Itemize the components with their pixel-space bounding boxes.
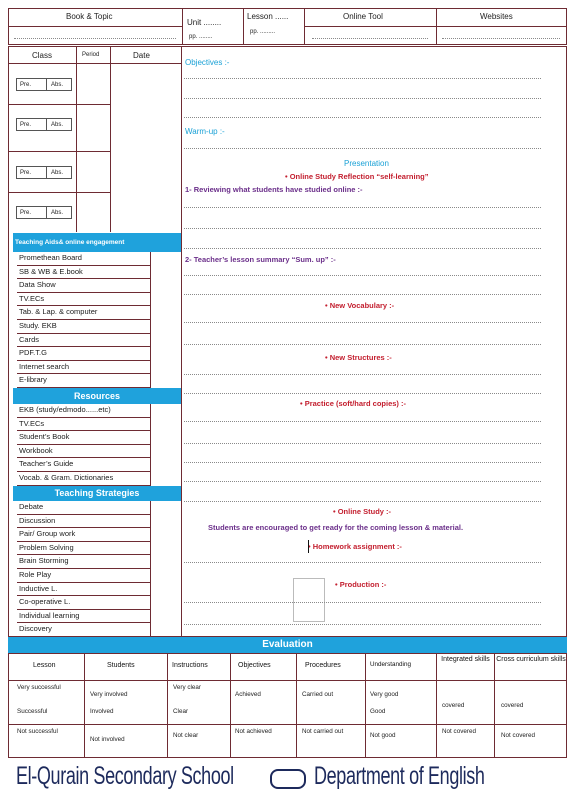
students-encouraged-text: Students are encouraged to get ready for the coming lesson & material. <box>208 523 464 532</box>
eval-header-integrated: Integrated skills <box>441 656 490 663</box>
teaching-strategies-item: Discussion <box>17 515 150 529</box>
book-topic-label: Book & Topic <box>66 12 113 21</box>
resources-item: EKB (study/edmodo......etc) <box>17 404 150 418</box>
teaching-aids-item: TV.ECs <box>17 293 150 307</box>
eval-lesson-not-successful: Not successful <box>17 728 58 735</box>
eval-header-lesson: Lesson <box>33 662 56 669</box>
teaching-aids-item: Promethean Board <box>17 252 150 266</box>
eval-students-not-involved: Not involved <box>90 736 125 743</box>
homework-heading: • Homework assignment :- <box>308 542 402 551</box>
teacher-summary-heading: 2- Teacher’s lesson summary “Sum. up” :- <box>185 255 336 264</box>
eval-instructions-clear: Clear <box>173 708 189 715</box>
eval-header-objectives: Objectives <box>238 662 271 669</box>
eval-integrated-covered: covered <box>442 702 465 709</box>
teaching-aids-item: PDF.T.G <box>17 347 150 361</box>
school-name: El-Qurain Secondary School <box>16 762 234 790</box>
presentation-heading: Presentation <box>344 159 389 168</box>
resources-item: TV.ECs <box>17 418 150 432</box>
date-header: Date <box>133 51 150 60</box>
abs-label-4: Abs. <box>51 210 64 216</box>
resources-title: Resources <box>13 388 181 404</box>
new-structures-heading: • New Structures :- <box>325 353 392 362</box>
practice-heading: • Practice (soft/hard copies) :- <box>300 399 406 408</box>
eval-header-cross: Cross curriculum skills <box>496 656 566 663</box>
pre-label-4: Pre. <box>20 210 32 216</box>
objectives-heading: Objectives :- <box>185 58 230 67</box>
separator-badge <box>270 769 306 789</box>
pre-label-1: Pre. <box>20 82 32 88</box>
lesson-label: Lesson ...... <box>247 12 289 21</box>
teaching-aids-item: SB & WB & E.book <box>17 266 150 280</box>
teaching-aids-item: Internet search <box>17 361 150 375</box>
eval-lesson-very-successful: Very successful <box>17 684 61 691</box>
teaching-strategies-title: Teaching Strategies <box>13 486 181 501</box>
pre-label-3: Pre. <box>20 170 32 176</box>
eval-integrated-not-covered: Not covered <box>442 728 476 735</box>
teaching-strategies-item: Co-operative L. <box>17 596 150 610</box>
teaching-strategies-item: Inductive L. <box>17 583 150 597</box>
unit-label: Unit ........ <box>187 18 222 27</box>
period-header: Period <box>82 52 100 58</box>
eval-students-involved: Involved <box>90 708 114 715</box>
teaching-strategies-item: Discovery <box>17 623 150 637</box>
websites-label: Websites <box>480 12 513 21</box>
online-study-heading: • Online Study :- <box>333 507 392 516</box>
pre-label-2: Pre. <box>20 122 32 128</box>
teaching-aids-item: Tab. & Lap. & computer <box>17 306 150 320</box>
abs-label-2: Abs. <box>51 122 64 128</box>
eval-instructions-not-clear: Not clear <box>173 732 199 739</box>
abs-label-1: Abs. <box>51 82 64 88</box>
eval-objectives-not-achieved: Not achieved <box>235 728 272 735</box>
eval-lesson-successful: Successful <box>17 708 48 715</box>
teaching-aids-item: Cards <box>17 334 150 348</box>
eval-cross-not-covered: Not covered <box>501 732 535 739</box>
teaching-strategies-item: Problem Solving <box>17 542 150 556</box>
online-reflection-heading: • Online Study Reflection “self-learning” <box>285 172 429 181</box>
teaching-aids-title: Teaching Aids& online engagement <box>13 233 181 252</box>
eval-understanding-good: Good <box>370 708 386 715</box>
teaching-strategies-item: Pair/ Group work <box>17 528 150 542</box>
online-tool-label: Online Tool <box>343 12 383 21</box>
resources-item: Vocab. & Gram. Dictionaries <box>17 472 150 486</box>
teaching-strategies-item: Debate <box>17 501 150 515</box>
eval-objectives-achieved: Achieved <box>235 691 261 698</box>
reviewing-heading: 1- Reviewing what students have studied online :- <box>185 185 363 194</box>
unit-pp-label: pp. ........ <box>189 34 213 40</box>
production-box <box>293 578 325 622</box>
production-heading: • Production :- <box>335 580 387 589</box>
teaching-strategies-item: Role Play <box>17 569 150 583</box>
warm-up-heading: Warm-up :- <box>185 127 225 136</box>
teaching-strategies-item: Brain Storming <box>17 555 150 569</box>
eval-header-procedures: Procedures <box>305 662 341 669</box>
department-name: Department of English <box>314 762 485 790</box>
eval-cross-covered: covered <box>501 702 524 709</box>
teaching-aids-item: Study. EKB <box>17 320 150 334</box>
new-vocabulary-heading: • New Vocabulary :- <box>325 301 395 310</box>
class-header: Class <box>32 51 53 60</box>
eval-header-instructions: Instructions <box>172 662 208 669</box>
eval-students-very-involved: Very involved <box>90 691 128 698</box>
eval-instructions-very-clear: Very clear <box>173 684 201 691</box>
resources-item: Student’s Book <box>17 431 150 445</box>
teaching-strategies-item: Individual learning <box>17 610 150 624</box>
lesson-pp-label: pp. ......... <box>250 29 276 35</box>
evaluation-title: Evaluation <box>8 637 567 653</box>
abs-label-3: Abs. <box>51 170 64 176</box>
teaching-aids-item: E-library <box>17 374 150 388</box>
eval-header-students: Students <box>107 662 135 669</box>
resources-item: Teacher’s Guide <box>17 458 150 472</box>
teaching-aids-item: Data Show <box>17 279 150 293</box>
eval-procedures-carried-out: Carried out <box>302 691 334 698</box>
eval-procedures-not-carried-out: Not carried out <box>302 728 344 735</box>
eval-understanding-very-good: Very good <box>370 691 399 698</box>
eval-understanding-not-good: Not good <box>370 732 396 739</box>
resources-item: Workbook <box>17 445 150 459</box>
eval-header-understanding: Understanding <box>370 661 411 668</box>
